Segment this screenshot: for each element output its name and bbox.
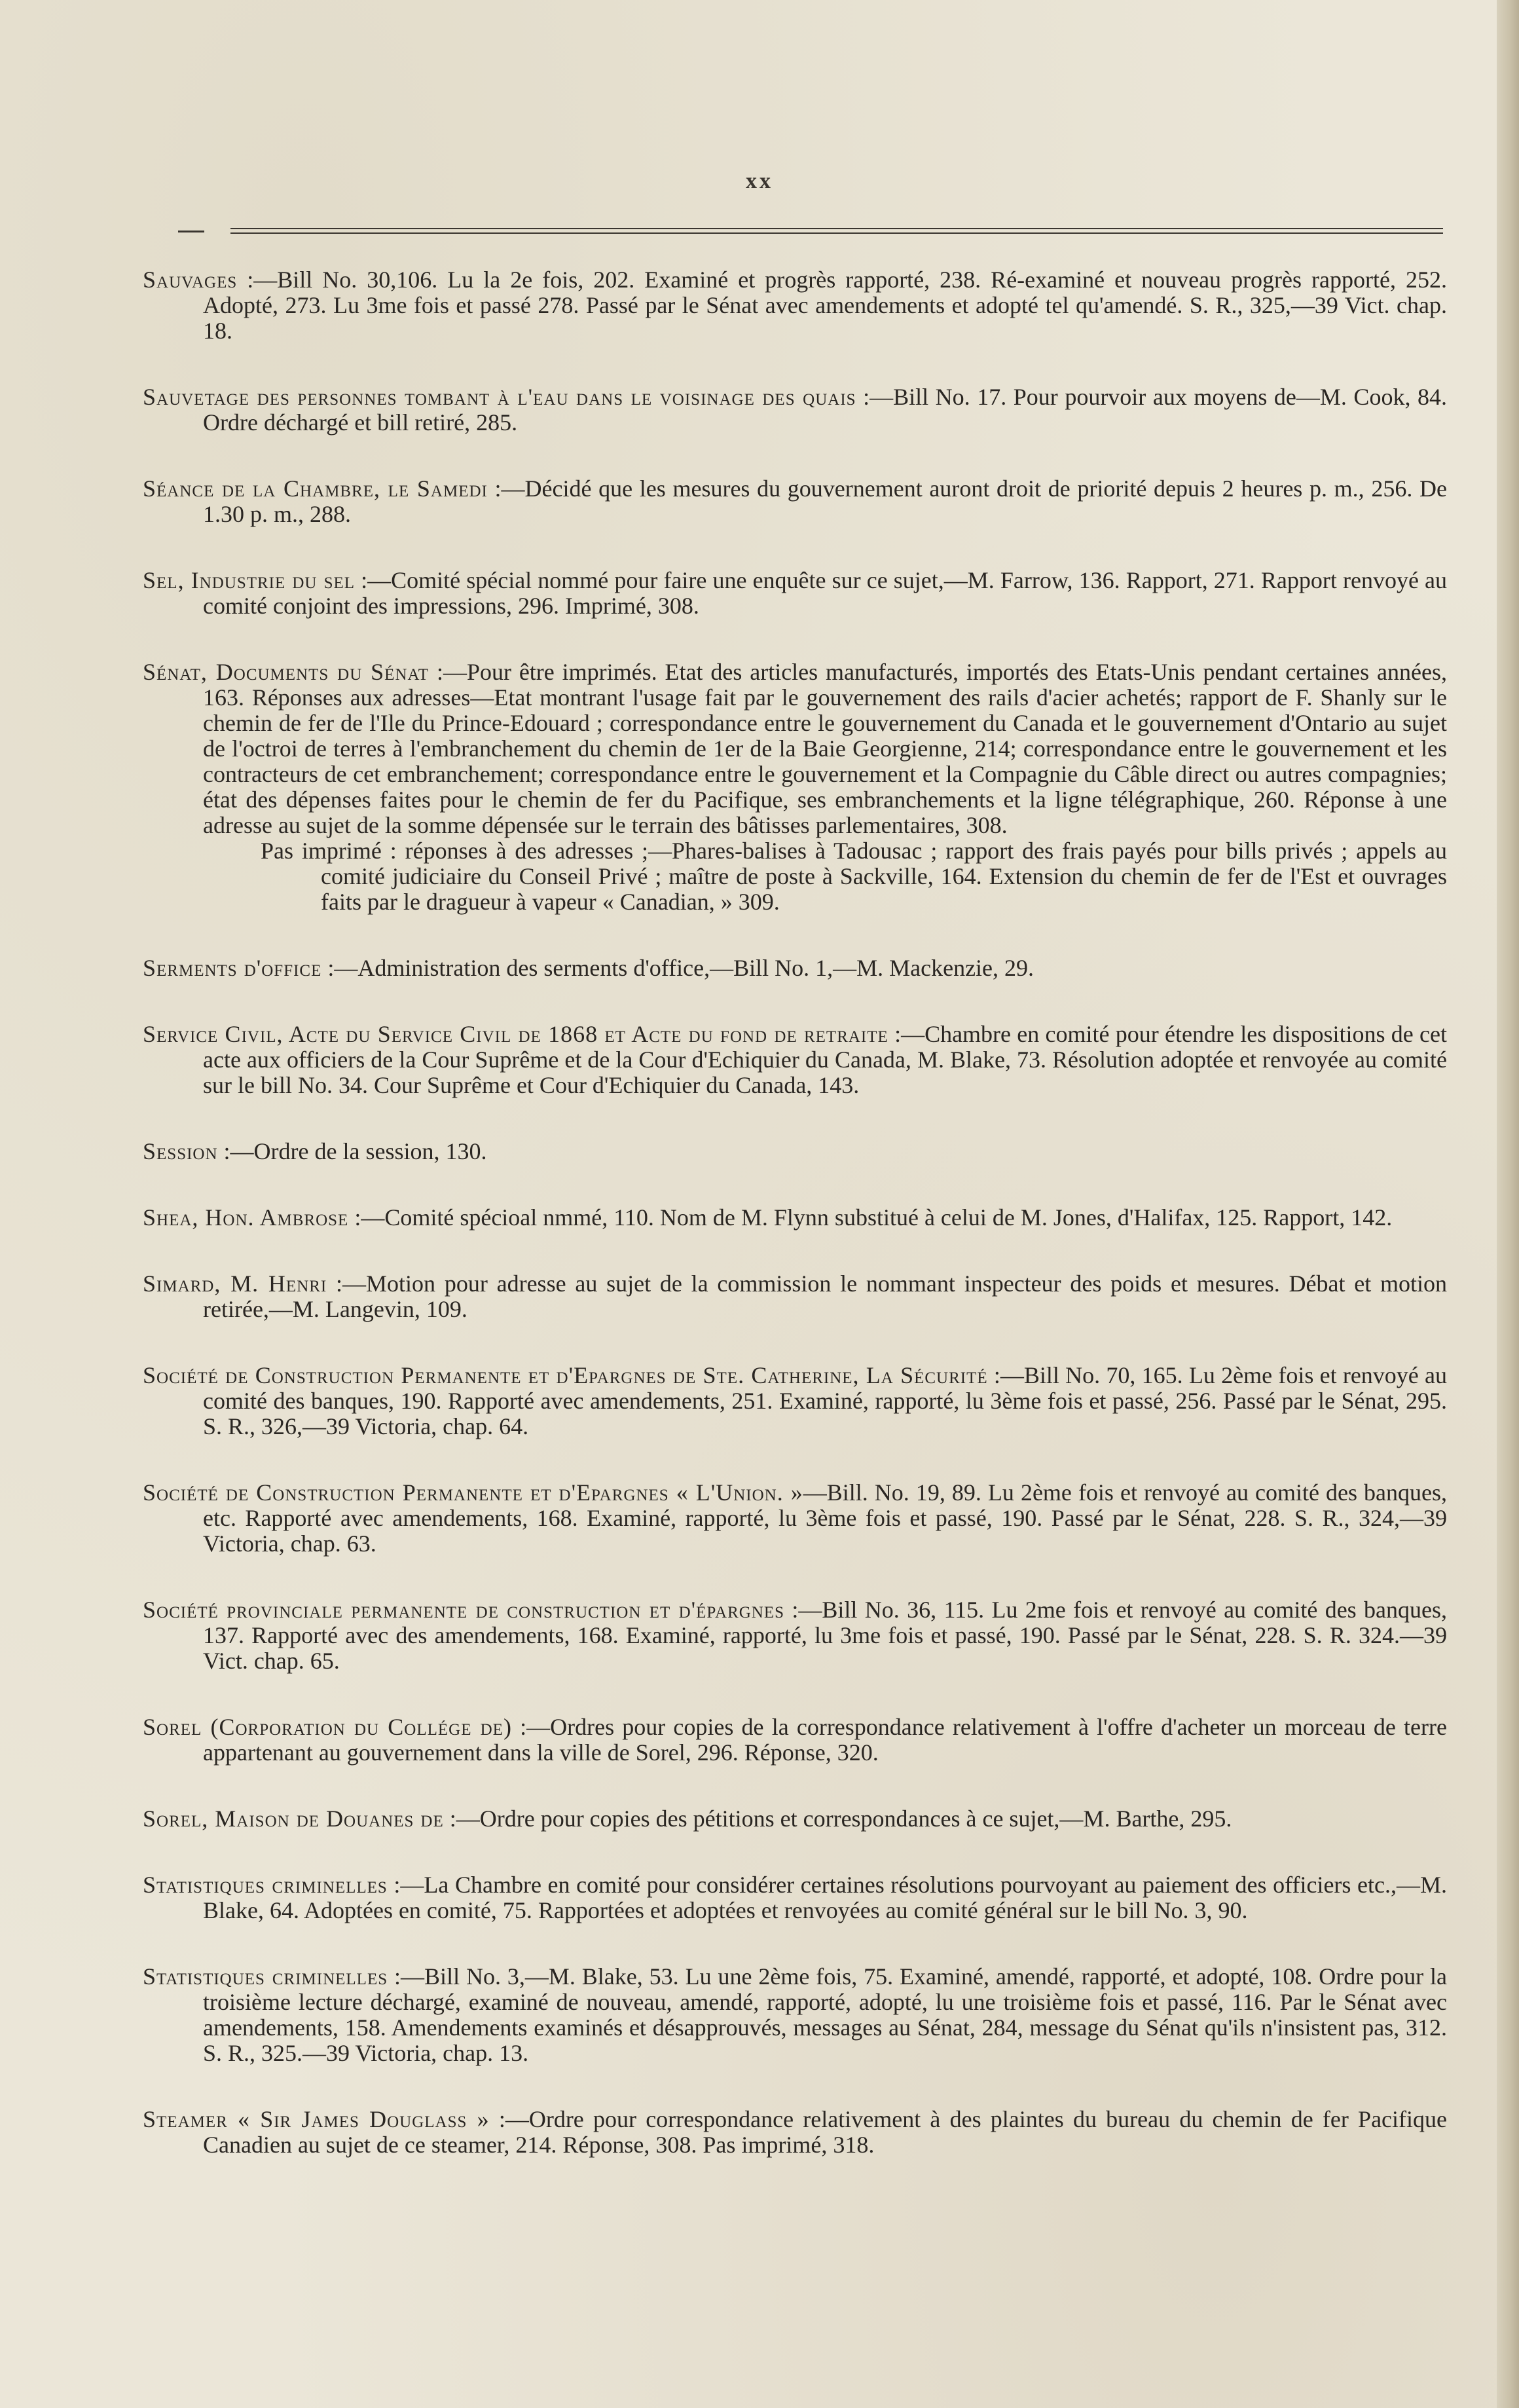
entry-heading: Steamer « Sir James Douglass »: [143, 2106, 490, 2132]
entry-heading: Sel, Industrie du sel: [143, 567, 356, 593]
entry-heading: Statistiques criminelles: [143, 1872, 388, 1898]
index-entry: [143, 476, 1447, 527]
entry-heading: Société de Construction Permanente et d'Epargnes « L'Union. »: [143, 1479, 803, 1506]
index-entry: [143, 2107, 1447, 2158]
double-rule: [230, 228, 1443, 234]
entry-text: :—Chambre en comité pour étendre les dispositions de cet acte aux officiers de la Cour Suprême et de la Cour d'Echiquier du Canada, M. Blake, 73. Résolution adoptée et renvoyée au comité sur le bill No. 34. Cour Suprême et Cour d'Echiquier du Canada, 143.: [203, 1021, 1447, 1098]
entry-text: :—Ordre pour correspondance relativement à des plaintes du bureau du chemin de fer Pacifique Canadien au sujet de ce steamer, 214. Réponse, 308. Pas imprimé, 318.: [203, 2106, 1448, 2158]
entry-text: :—Comité spécial nommé pour faire une enquête sur ce sujet,—M. Farrow, 136. Rapport, 271. Rapport renvoyé au comité conjoint des impressions, 296. Imprimé, 308.: [203, 567, 1448, 619]
entry-heading: Sorel (Corporation du Collége de): [143, 1714, 512, 1740]
index-entry: [143, 1205, 1447, 1231]
entry-heading: Sorel, Maison de Douanes de: [143, 1806, 444, 1832]
page-number: xx: [746, 169, 773, 193]
entry-text: :—Bill No. 17. Pour pourvoir aux moyens de—M. Cook, 84. Ordre déchargé et bill retiré, 285.: [203, 384, 1447, 435]
entry-text: :—La Chambre en comité pour considérer certaines résolutions pourvoyant au paiement des officiers etc.,—M. Blake, 64. Adoptées en comité, 75. Rapportées et adoptées et renvoyées au comité général sur le bill No. 3, 90.: [203, 1872, 1447, 1923]
entry-text: :—Décidé que les mesures du gouvernement auront droit de priorité depuis 2 heures p. m., 256. De 1.30 p. m., 288.: [203, 475, 1448, 527]
entry-heading: Shea, Hon. Ambrose: [143, 1204, 349, 1231]
short-rule: [178, 231, 204, 232]
entry-heading: Sauvages: [143, 267, 238, 293]
entry-heading: Statistiques criminelles: [143, 1963, 388, 1990]
index-entries: [143, 267, 1447, 2198]
entry-heading: Sénat, Documents du Sénat: [143, 659, 430, 685]
entry-text: :—Ordres pour copies de la correspondance relativement à l'offre d'acheter un morceau de terre appartenant au gouvernement dans la ville de Sorel, 296. Réponse, 320.: [203, 1714, 1447, 1766]
entry-subparagraph: Pas imprimé : réponses à des adresses ;—Phares-balises à Tadousac ; rapport des frais payés pour bills privés ; appels au comité judiciaire du Conseil Privé ; maître de poste à Sackville, 164. Extension du chemin de fer de l'Est et ouvrages faits par le dragueur à vapeur « Canadian, » 309.: [261, 838, 1447, 915]
entry-text: :—Pour être imprimés. Etat des articles manufacturés, importés des Etats-Unis pendant certaines années, 163. Réponses aux adresses—Etat montrant l'usage fait par le gouvernement des rails d'acier achetés; rapport de F. Shanly sur le chemin de fer de l'Ile du Prince-Edouard ; correspondance entre le gouvernement du Canada et le gouvernement d'Ontario au sujet de l'octroi de terres à l'embranchement du chemin de 1er de la Baie Georgienne, 214; correspondance entre le gouvernement et les contracteurs de cet embranchement; correspondance entre le gouvernement et la Compagnie du Câble direct ou autres compagnies; état des dépenses faites pour le chemin de fer du Pacifique, ses embranchements et la ligne télégraphique, 260. Réponse à une adresse au sujet de la somme dépensée sur le terrain des bâtisses parlementaires, 308.: [203, 659, 1447, 838]
index-entry: [143, 568, 1447, 619]
entry-text: :—Bill No. 36, 115. Lu 2me fois et renvoyé au comité des banques, 137. Rapporté avec des amendements, 168. Examiné, rapporté, lu 3me fois et passé, 190. Passé par le Sénat, 228. S. R. 324.—39 Vict. chap. 65.: [203, 1597, 1447, 1674]
entry-heading: Session: [143, 1138, 218, 1164]
entry-heading: Serments d'office: [143, 955, 322, 981]
index-entry: [143, 1271, 1447, 1322]
entry-text: :—Comité spécioal nmmé, 110. Nom de M. Flynn substitué à celui de M. Jones, d'Halifax, 125. Rapport, 142.: [348, 1204, 1393, 1231]
index-entry: [143, 955, 1447, 981]
entry-heading: Société provinciale permanente de construction et d'épargnes: [143, 1597, 785, 1623]
index-entry: [143, 267, 1447, 344]
entry-text: :—Motion pour adresse au sujet de la commission le nommant inspecteur des poids et mesures. Débat et motion retirée,—M. Langevin, 109.: [203, 1270, 1447, 1322]
page-edge: [1497, 0, 1519, 2408]
index-entry: [143, 1964, 1447, 2066]
entry-text: :—Ordre pour copies des pétitions et correspondances à ce sujet,—M. Barthe, 295.: [443, 1806, 1232, 1832]
index-entry: [143, 1597, 1447, 1674]
index-entry: [143, 1139, 1447, 1164]
entry-heading: Société de Construction Permanente et d'Epargnes de Ste. Catherine, La Sécurité: [143, 1362, 988, 1388]
entry-text: —Bill. No. 19, 89. Lu 2ème fois et renvoyé au comité des banques, etc. Rapporté avec amendements, 168. Examiné, rapporté, lu 3ème fois et passé, 190. Passé par le Sénat, 228. S. R., 324,—39 Victoria, chap. 63.: [203, 1479, 1447, 1557]
entry-heading: Service Civil, Acte du Service Civil de 1868 et Acte du fond de retraite: [143, 1021, 888, 1047]
index-entry: [143, 1480, 1447, 1557]
entry-heading: Sauvetage des personnes tombant à l'eau dans le voisinage des quais: [143, 384, 856, 410]
index-entry: [143, 659, 1447, 915]
entry-text: :—Bill No. 30,106. Lu la 2e fois, 202. Examiné et progrès rapporté, 238. Ré-examiné et nouveau progrès rapporté, 252. Adopté, 273. Lu 3me fois et passé 278. Passé par le Sénat avec amendements et adopté tel qu'amendé. S. R., 325,—39 Vict. chap. 18.: [203, 267, 1447, 344]
entry-text: :—Administration des serments d'office,—Bill No. 1,—M. Mackenzie, 29.: [321, 955, 1034, 981]
index-entry: [143, 1363, 1447, 1439]
entry-text: :—Bill No. 3,—M. Blake, 53. Lu une 2ème fois, 75. Examiné, amendé, rapporté, et adopté, 108. Ordre pour la troisième lecture déchargé, examiné de nouveau, amendé, rapporté, adopté, lu une troisième fois et passé, 116. Par le Sénat avec amendements, 158. Amendements examinés et désapprouvés, messages au Sénat, 284, message du Sénat qu'ils n'insistent pas, 312. S. R., 325.—39 Victoria, chap. 13.: [203, 1963, 1447, 2066]
index-entry: [143, 1806, 1447, 1832]
entry-text: :—Ordre de la session, 130.: [217, 1138, 487, 1164]
index-entry: [143, 1714, 1447, 1766]
entry-heading: Simard, M. Henri: [143, 1270, 327, 1297]
index-entry: [143, 1872, 1447, 1923]
entry-heading: Séance de la Chambre, le Samedi: [143, 475, 488, 502]
entry-text: :—Bill No. 70, 165. Lu 2ème fois et renvoyé au comité des banques, 190. Rapporté avec amendements, 251. Examiné, rapporté, lu 3ème fois et passé, 256. Passé par le Sénat, 295. S. R., 326,—39 Victoria, chap. 64.: [203, 1362, 1448, 1439]
index-entry: [143, 1022, 1447, 1098]
index-entry: [143, 384, 1447, 435]
